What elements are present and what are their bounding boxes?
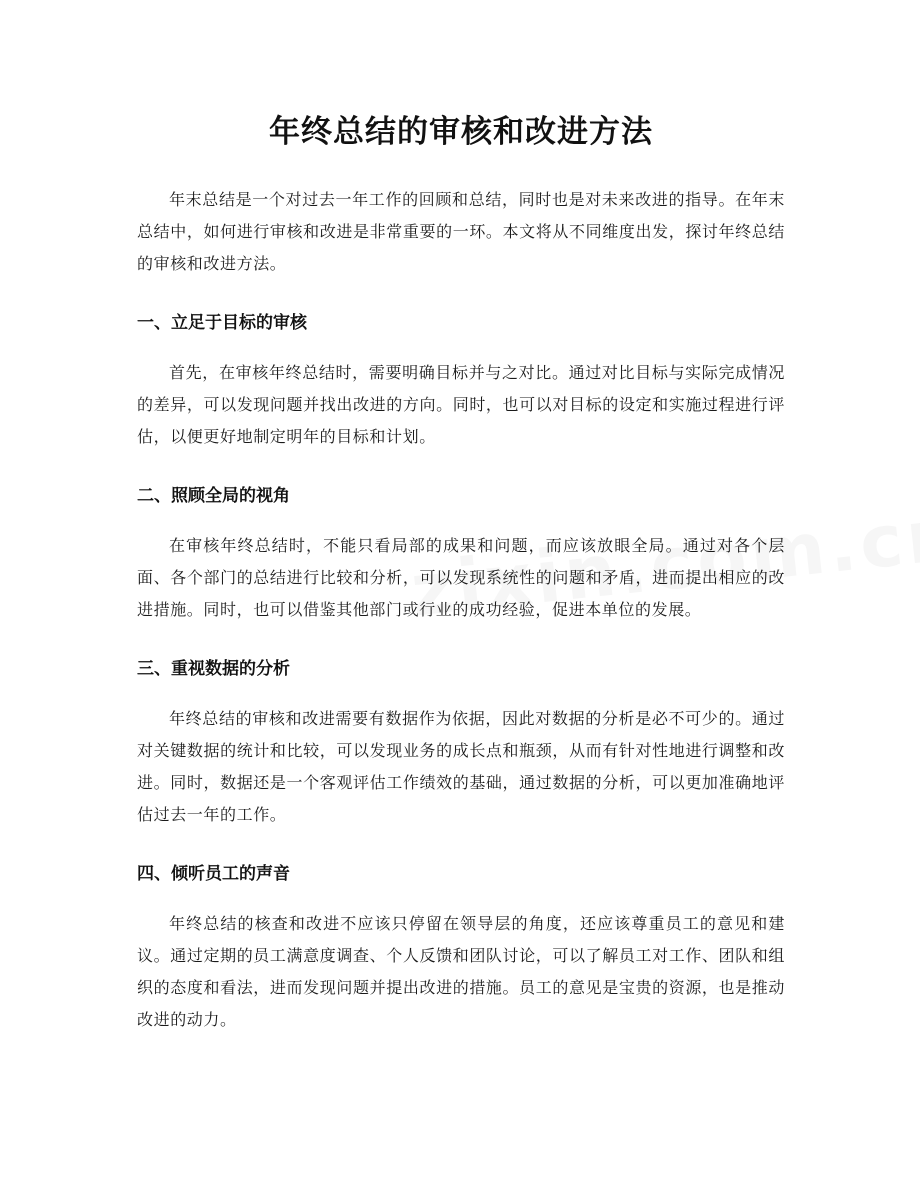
section-heading-1: 一、立足于目标的审核: [137, 313, 307, 333]
section-heading-2: 二、照顾全局的视角: [137, 486, 290, 506]
section-body-2: 在审核年终总结时，不能只看局部的成果和问题，而应该放眼全局。通过对各个层面、各个部门的总结进行比较和分析，可以发现系统性的问题和矛盾，进而提出相应的改进措施。同时，也可以借鉴其他部门或行业的成功经验，促进本单位的发展。: [137, 536, 785, 619]
section-body-4: 年终总结的核查和改进不应该只停留在领导层的角度，还应该尊重员工的意见和建议。通过定期的员工满意度调查、个人反馈和团队讨论，可以了解员工对工作、团队和组织的态度和看法，进而发现问题并提出改进的措施。员工的意见是宝贵的资源，也是推动改进的动力。: [137, 914, 785, 1029]
section-body-3: 年终总结的审核和改进需要有数据作为依据，因此对数据的分析是必不可少的。通过对关键数据的统计和比较，可以发现业务的成长点和瓶颈，从而有针对性地进行调整和改进。同时，数据还是一个客观评估工作绩效的基础，通过数据的分析，可以更加准确地评估过去一年的工作。: [137, 709, 785, 824]
section-heading-3: 三、重视数据的分析: [137, 659, 290, 679]
page-title: 年终总结的审核和改进方法: [269, 114, 653, 150]
intro-paragraph: 年末总结是一个对过去一年工作的回顾和总结，同时也是对未来改进的指导。在年末总结中，如何进行审核和改进是非常重要的一环。本文将从不同维度出发，探讨年终总结的审核和改进方法。: [137, 190, 785, 273]
section-body-1: 首先，在审核年终总结时，需要明确目标并与之对比。通过对比目标与实际完成情况的差异，可以发现问题并找出改进的方向。同时，也可以对目标的设定和实施过程进行评估，以便更好地制定明年的目标和计划。: [137, 363, 785, 446]
section-heading-4: 四、倾听员工的声音: [137, 864, 290, 884]
